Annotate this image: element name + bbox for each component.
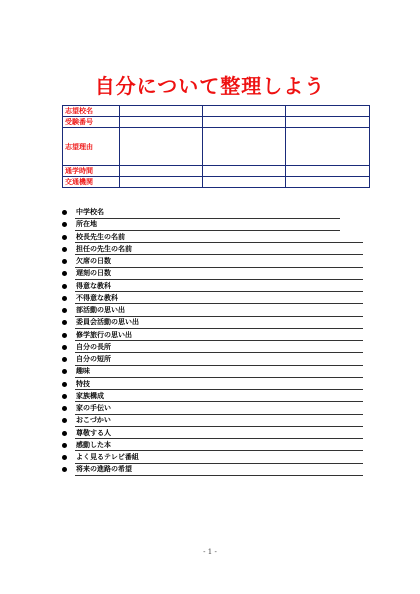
list-item [62, 268, 362, 280]
list-item-label: 特技 [76, 379, 90, 388]
list-item-label: 家の手伝い [76, 404, 111, 412]
list-item-label: 将来の進路の希望 [76, 465, 132, 474]
list-item-label: 得意な教科 [76, 281, 111, 290]
table-cell [286, 166, 370, 177]
list-item [62, 440, 362, 452]
applicant-info-table [62, 105, 370, 188]
table-cell [120, 106, 203, 117]
table-cell [286, 128, 370, 166]
bullet-icon [62, 296, 67, 301]
bullet-icon [62, 467, 67, 472]
list-item-label: 担任の先生の名前 [76, 244, 132, 253]
table-cell [120, 128, 203, 166]
list-item [62, 428, 362, 440]
list-item [62, 244, 362, 256]
list-item [62, 207, 362, 219]
bullet-icon [62, 382, 67, 387]
page-title: 自分について整理しよう [94, 74, 326, 98]
table-row [63, 117, 370, 128]
bullet-icon [62, 369, 67, 374]
row-label: 志望校名 [63, 106, 120, 117]
bullet-icon [62, 235, 67, 240]
bullet-icon [62, 431, 67, 436]
bullet-icon [62, 357, 67, 362]
table-cell [120, 117, 203, 128]
page-number: - 1 - [203, 548, 217, 556]
table-cell [286, 117, 370, 128]
bullet-icon [62, 259, 67, 264]
list-item-label: 自分の長所 [76, 342, 111, 351]
bullet-icon [62, 455, 67, 460]
list-item-label: 遅刻の日数 [76, 269, 111, 278]
table-cell [120, 177, 203, 188]
list-item-label: 中学校名 [76, 208, 104, 216]
list-item [62, 415, 362, 427]
list-item-label: 所在地 [76, 220, 97, 229]
list-item [62, 281, 362, 293]
list-item-label: おこづかい [76, 416, 111, 425]
row-label: 交通機関 [63, 177, 120, 188]
bullet-icon [62, 345, 67, 350]
list-item [62, 317, 362, 329]
list-item-label: 委員会活動の思い出 [76, 318, 139, 327]
bullet-icon [62, 418, 67, 423]
bullet-icon [62, 443, 67, 448]
list-item [62, 391, 362, 403]
table-row [63, 177, 370, 188]
list-item-label: 感動した本 [76, 440, 111, 449]
bullet-icon [62, 271, 67, 276]
list-item-label: 不得意な教科 [76, 293, 118, 302]
answer-line[interactable] [75, 475, 363, 476]
list-item [62, 219, 362, 231]
row-label: 通学時間 [63, 166, 120, 177]
list-item [62, 232, 362, 244]
bullet-icon [62, 320, 67, 325]
list-item [62, 366, 362, 378]
list-item-label: 校長先生の名前 [76, 232, 125, 241]
bullet-icon [62, 406, 67, 411]
table-cell [203, 106, 286, 117]
list-item [62, 293, 362, 305]
list-item [62, 342, 362, 354]
list-item-label: 趣味 [76, 367, 90, 376]
table-cell [203, 117, 286, 128]
list-item [62, 305, 362, 317]
row-label: 受験番号 [63, 117, 120, 128]
bullet-icon [62, 333, 67, 338]
row-label: 志望理由 [63, 128, 120, 166]
bullet-icon [62, 394, 67, 399]
question-list [62, 207, 362, 477]
bullet-icon [62, 222, 67, 227]
list-item-label: よく見るテレビ番組 [76, 453, 139, 461]
list-item [62, 464, 362, 476]
bullet-icon [62, 210, 67, 215]
bullet-icon [62, 247, 67, 252]
list-item-label: 家族構成 [76, 391, 104, 400]
list-item-label: 修学旅行の思い出 [76, 330, 132, 339]
list-item [62, 379, 362, 391]
list-item [62, 354, 362, 366]
table-cell [286, 106, 370, 117]
list-item [62, 256, 362, 268]
list-item-label: 欠席の日数 [76, 257, 111, 265]
bullet-icon [62, 308, 67, 313]
table-cell [203, 128, 286, 166]
list-item-label: 自分の短所 [76, 355, 111, 363]
list-item [62, 330, 362, 342]
table-cell [203, 177, 286, 188]
table-cell [203, 166, 286, 177]
table-cell [286, 177, 370, 188]
table-row [63, 166, 370, 177]
table-row [63, 106, 370, 117]
table-row [63, 128, 370, 166]
table-cell [120, 166, 203, 177]
list-item-label: 尊敬する人 [76, 428, 111, 437]
bullet-icon [62, 284, 67, 289]
list-item [62, 452, 362, 464]
list-item [62, 403, 362, 415]
list-item-label: 部活動の思い出 [76, 306, 125, 314]
